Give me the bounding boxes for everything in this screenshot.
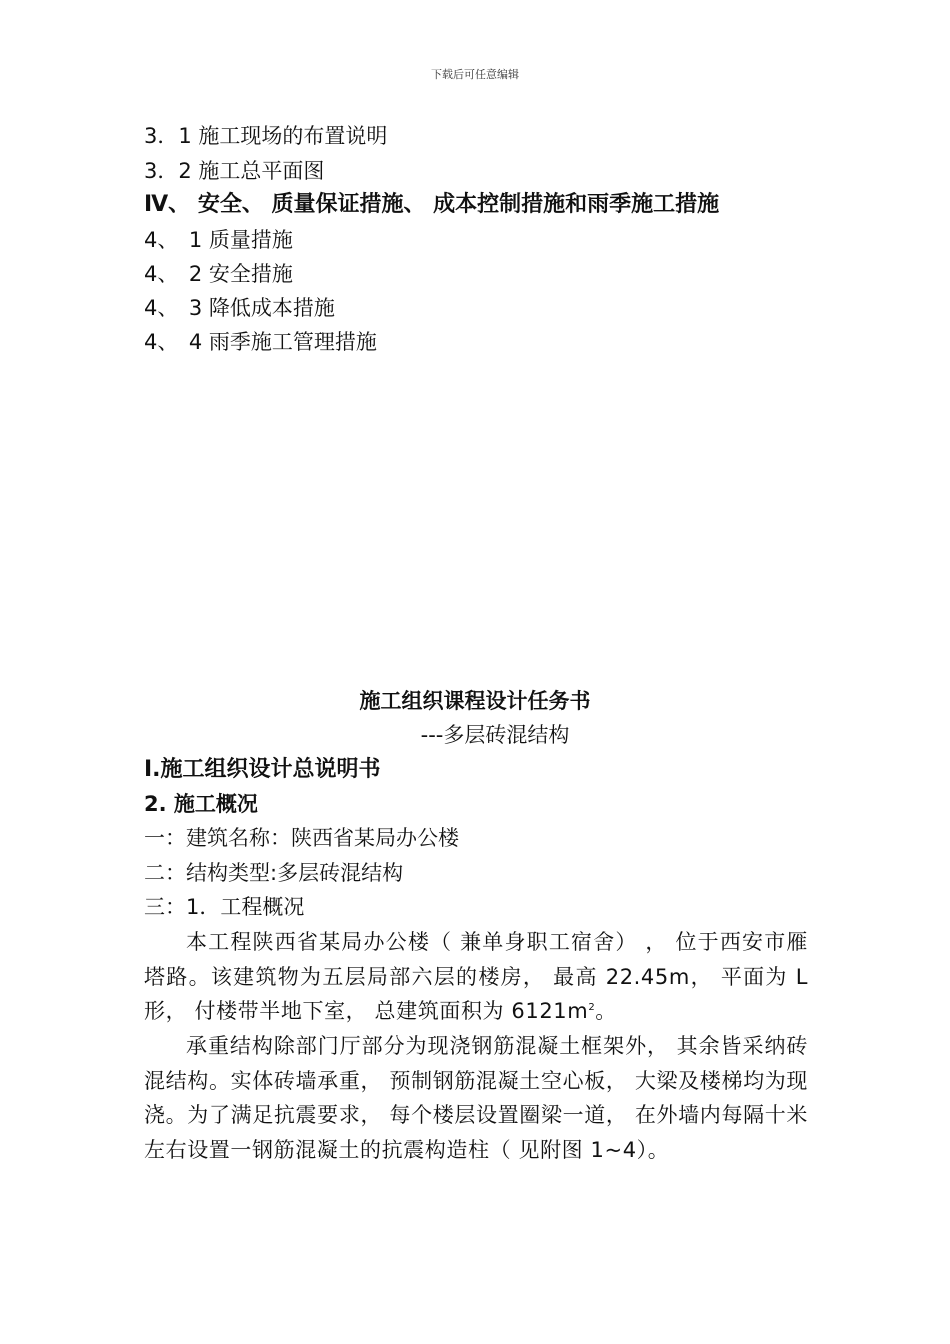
- paragraph-overview: [144, 925, 808, 1029]
- document-subtitle: ---多层砖混结构: [420, 723, 570, 747]
- document-title: 施工组织课程设计任务书: [359, 689, 591, 713]
- structure-type-line: 二：结构类型:多层砖混结构: [144, 861, 404, 885]
- toc-item-3-1: 3．1 施工现场的布置说明: [144, 124, 388, 148]
- toc-item-4-3: 4、 3 降低成本措施: [144, 296, 335, 320]
- paragraph-overview-end: 。: [595, 999, 617, 1023]
- toc-item-3-2: 3．2 施工总平面图: [144, 159, 325, 183]
- section-heading-1: Ⅰ.施工组织设计总说明书: [144, 757, 381, 782]
- toc-item-4-1: 4、 1 质量措施: [144, 228, 293, 252]
- area-unit-superscript: 2: [588, 1002, 596, 1013]
- paragraph-overview-text: 本工程陕西省某局办公楼（ 兼单身职工宿舍） ， 位于西安市雁塔路。该建筑物为五层局部六层的楼房， 最高 22.45m， 平面为 L 形， 付楼带半地下室， 总建筑面积为 6121m: [144, 930, 808, 1023]
- building-name-line: 一：建筑名称：陕西省某局办公楼: [144, 826, 459, 850]
- toc-item-4-4: 4、 4 雨季施工管理措施: [144, 330, 377, 354]
- toc-section-4: Ⅳ、 安全、 质量保证措施、 成本控制措施和雨季施工措施: [144, 192, 720, 217]
- header-note: 下载后可任意编辑: [431, 68, 519, 81]
- project-overview-heading: 三：1．工程概况: [144, 895, 305, 919]
- section-heading-2: 2. 施工概况: [144, 792, 258, 816]
- paragraph-structure: 承重结构除部门厅部分为现浇钢筋混凝土框架外， 其余皆采纳砖混结构。实体砖墙承重， 预制钢筋混凝土空心板， 大梁及楼梯均为现浇。为了满足抗震要求， 每个楼层设置圈梁一道， 在外墙内每隔十米左右设置一钢筋混凝土的抗震构造柱（ 见附图 1~4）。: [144, 1034, 808, 1162]
- toc-item-4-2: 4、 2 安全措施: [144, 262, 293, 286]
